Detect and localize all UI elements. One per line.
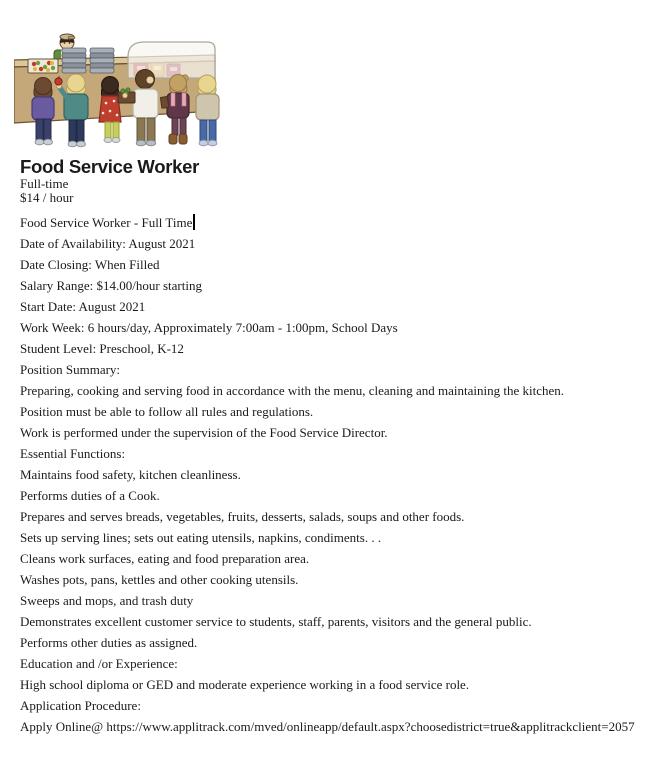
- description-line: [20, 443, 660, 464]
- description-line-text: High school diploma or GED and moderate experience working in a food service role.: [20, 677, 470, 692]
- description-line: [20, 338, 660, 359]
- description-line: [20, 401, 660, 422]
- job-header: [20, 157, 199, 205]
- student-purple-shirt: [32, 78, 54, 145]
- description-line-text: Start Date: August 2021: [20, 299, 146, 314]
- description-line-text: Essential Functions:: [20, 446, 126, 461]
- pay-rate: $14 / hour: [20, 190, 74, 205]
- description-line-text: Sweeps and mops, and trash duty: [20, 593, 194, 608]
- description-line: [20, 653, 660, 674]
- description-line: [20, 359, 660, 380]
- cafeteria-scene-image: [14, 33, 229, 155]
- cafeteria-illustration: [14, 33, 229, 155]
- description-line-text: Prepares and serves breads, vegetables, fruits, desserts, salads, soups and other foods.: [20, 509, 465, 524]
- description-line-text: Work Week: 6 hours/day, Approximately 7:00am - 1:00pm, School Days: [20, 320, 398, 335]
- description-line: [20, 422, 660, 443]
- description-line: [20, 506, 660, 527]
- description-line: [20, 254, 660, 275]
- description-line: [20, 548, 660, 569]
- description-line-text: Cleans work surfaces, eating and food preparation area.: [20, 551, 310, 566]
- description-line-text: Date of Availability: August 2021: [20, 236, 196, 251]
- produce-crate: [28, 59, 58, 73]
- description-line: [20, 716, 660, 737]
- student-red-dress: [99, 77, 121, 143]
- description-line-text: Education and /or Experience:: [20, 656, 178, 671]
- description-line: [20, 674, 660, 695]
- description-line-text: Application Procedure:: [20, 698, 141, 713]
- description-line-text: Performs duties of a Cook.: [20, 488, 160, 503]
- description-line-text: Student Level: Preschool, K-12: [20, 341, 184, 356]
- page-title: Food Service Worker: [20, 156, 200, 177]
- description-line: [20, 317, 660, 338]
- description-line: [20, 464, 660, 485]
- description-line-text: Position must be able to follow all rules and regulations.: [20, 404, 314, 419]
- description-line: [20, 611, 660, 632]
- description-line-text: Date Closing: When Filled: [20, 257, 160, 272]
- description-line: [20, 296, 660, 317]
- description-line: [20, 485, 660, 506]
- description-line-text: Maintains food safety, kitchen cleanliness.: [20, 467, 241, 482]
- description-line-text: Food Service Worker - Full Time: [20, 215, 193, 230]
- description-line: [20, 695, 660, 716]
- description-line: [20, 212, 660, 233]
- description-line-text: Work is performed under the supervision of the Food Service Director.: [20, 425, 388, 440]
- description-line-text: Salary Range: $14.00/hour starting: [20, 278, 202, 293]
- description-line-text: Performs other duties as assigned.: [20, 635, 198, 650]
- description-line-text: Demonstrates excellent customer service to students, staff, parents, visitors and the general public.: [20, 614, 532, 629]
- description-line: [20, 275, 660, 296]
- student-beige-shirt: [196, 75, 219, 146]
- description-line-text: Sets up serving lines; sets out eating utensils, napkins, condiments. . .: [20, 530, 382, 545]
- description-line: [20, 590, 660, 611]
- employment-type: Full-time: [20, 176, 69, 191]
- description-line: [20, 632, 660, 653]
- job-description[interactable]: [20, 212, 660, 766]
- description-line: [20, 233, 660, 254]
- description-line: [20, 527, 660, 548]
- description-line: [20, 380, 660, 401]
- description-line-text: Apply Online@ https://www.applitrack.com/mved/onlineapp/default.aspx?choosedistrict=true&applitrackclient=2057: [20, 719, 635, 734]
- description-line-text: Preparing, cooking and serving food in accordance with the menu, cleaning and maintaining the kitchen.: [20, 383, 565, 398]
- description-line-text: Washes pots, pans, kettles and other cooking utensils.: [20, 572, 299, 587]
- description-line: [20, 569, 660, 590]
- text-caret: [193, 214, 195, 230]
- description-line-text: Position Summary:: [20, 362, 121, 377]
